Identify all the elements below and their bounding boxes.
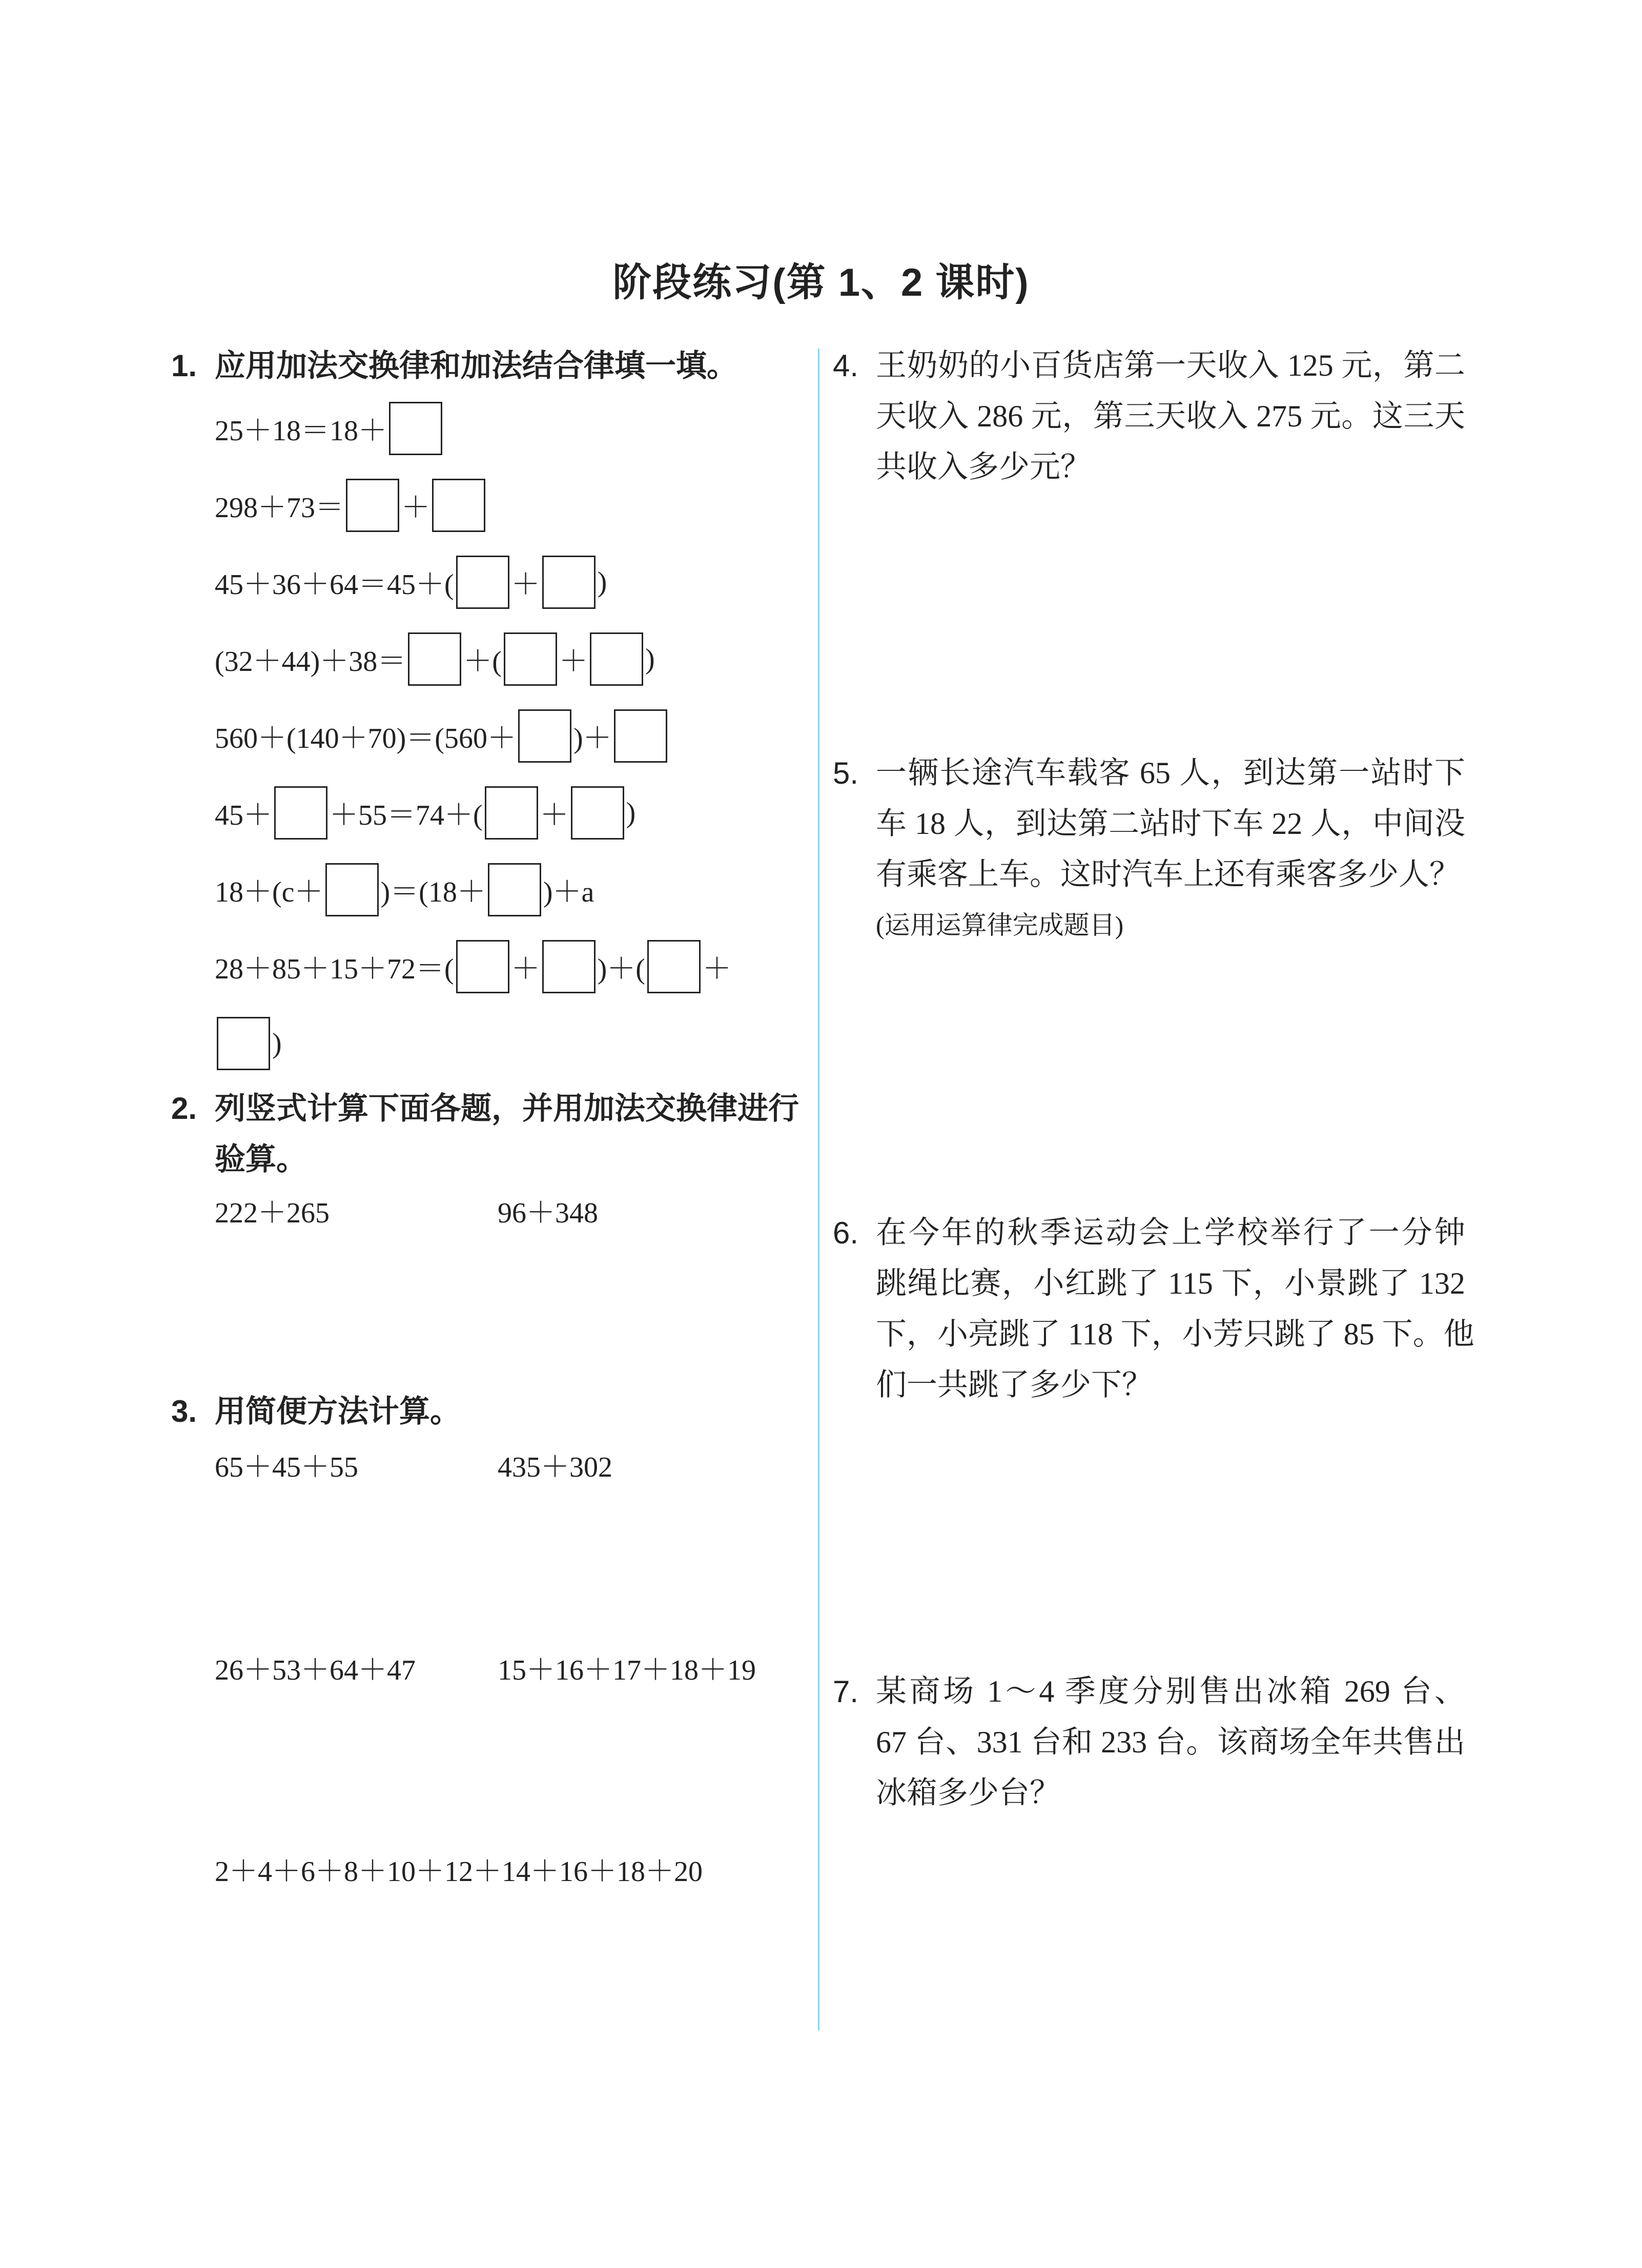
equation-text: ＋ xyxy=(511,568,540,601)
exercise-item: 96＋348 xyxy=(498,1197,598,1229)
equation-text: (32＋44)＋38＝ xyxy=(215,645,406,678)
question-text-line: 车 18 人，到达第二站时下车 22 人，中间没 xyxy=(876,807,1465,841)
column-divider xyxy=(818,349,819,2031)
equation-text: 45＋36＋64＝45＋( xyxy=(215,568,454,601)
equation-text: )＋a xyxy=(543,876,594,908)
equation-text: ＋ xyxy=(702,953,731,985)
question-text xyxy=(876,340,1465,493)
question-note: (运用运算律完成题目) xyxy=(876,911,1124,939)
question-text-line: 下，小亮跳了 118 下，小芳只跳了 85 下。他 xyxy=(876,1317,1474,1351)
answer-box[interactable] xyxy=(518,709,571,763)
equation-text: ＋55＝74＋( xyxy=(330,799,483,831)
equation-row xyxy=(215,939,731,994)
question-text-line: 跳绳比赛，小红跳了 115 下，小景跳了 132 xyxy=(876,1266,1465,1300)
question-text-line: 们一共跳了多少下？ xyxy=(876,1368,1153,1402)
question-number: 2. xyxy=(171,1091,197,1126)
equation-text: 298＋73＝ xyxy=(215,492,344,524)
equation-text: 45＋ xyxy=(215,799,272,831)
question-text xyxy=(876,1208,1474,1411)
equation-text: ＋ xyxy=(540,799,569,831)
question-text-line: 列竖式计算下面各题，并用加法交换律进行 xyxy=(215,1091,799,1126)
equation-text: ＋ xyxy=(401,492,430,524)
exercise-item: 222＋265 xyxy=(215,1197,330,1229)
question-number: 7. xyxy=(833,1674,859,1709)
equation-text: 18＋(c＋ xyxy=(215,876,323,908)
equation-row xyxy=(215,478,487,533)
question-text-line: 验算。 xyxy=(215,1142,307,1176)
answer-box[interactable] xyxy=(647,940,701,993)
equation-text: )＋ xyxy=(573,722,612,754)
question-text: 用简便方法计算。 xyxy=(215,1394,461,1428)
question-text-line: 一辆长途汽车载客 65 人，到达第一站时下 xyxy=(876,756,1465,790)
equation-text: 560＋(140＋70)＝(560＋ xyxy=(215,722,516,754)
answer-box[interactable] xyxy=(325,863,379,916)
exercise-item: 26＋53＋64＋47 xyxy=(215,1654,416,1686)
answer-box[interactable] xyxy=(408,632,461,686)
equation-text: )＋( xyxy=(597,953,645,985)
answer-box[interactable] xyxy=(590,632,643,686)
question-text xyxy=(876,748,1465,951)
question-2-heading xyxy=(171,1083,812,1186)
equation-row xyxy=(215,401,444,456)
exercise-item: 65＋45＋55 xyxy=(215,1452,358,1483)
question-text-line: 有乘客上车。这时汽车上还有乘客多少人？ xyxy=(876,857,1460,891)
equation-row xyxy=(215,1016,282,1071)
equation-row xyxy=(215,555,607,609)
question-number: 3. xyxy=(171,1394,197,1428)
answer-box[interactable] xyxy=(274,786,327,840)
answer-box[interactable] xyxy=(542,940,596,993)
question-number: 6. xyxy=(833,1216,859,1250)
answer-box[interactable] xyxy=(432,479,485,532)
question-text-line: 天收入 286 元，第三天收入 275 元。这三天 xyxy=(876,399,1465,433)
answer-box[interactable] xyxy=(542,556,596,609)
answer-box[interactable] xyxy=(614,709,667,763)
equation-text: ) xyxy=(597,566,607,598)
equation-text: ) xyxy=(645,643,655,675)
equation-text: )＝(18＋ xyxy=(380,876,486,908)
question-text-line: 王奶奶的小百货店第一天收入 125 元，第二 xyxy=(876,349,1465,382)
equation-text: ) xyxy=(272,1027,282,1059)
answer-box[interactable] xyxy=(504,632,557,686)
question-number: 5. xyxy=(833,756,859,790)
equation-row xyxy=(215,631,655,686)
equation-text: ) xyxy=(626,796,636,829)
answer-box[interactable] xyxy=(217,1017,270,1070)
answer-box[interactable] xyxy=(389,402,442,455)
question-text: 应用加法交换律和加法结合律填一填。 xyxy=(215,349,737,383)
equation-text: 28＋85＋15＋72＝( xyxy=(215,953,454,985)
equation-text: ＋ xyxy=(511,953,540,985)
question-text-line: 在今年的秋季运动会上学校举行了一分钟 xyxy=(876,1216,1465,1250)
answer-box[interactable] xyxy=(485,786,538,840)
question-number: 1. xyxy=(171,349,197,383)
equation-row xyxy=(215,862,594,917)
answer-box[interactable] xyxy=(346,479,399,532)
question-number: 4. xyxy=(833,349,859,383)
question-text-line: 冰箱多少台？ xyxy=(876,1776,1060,1810)
equation-text: ＋( xyxy=(463,645,502,678)
equation-row xyxy=(215,708,669,763)
question-text xyxy=(876,1666,1465,1819)
answer-box[interactable] xyxy=(571,786,624,840)
exercise-item: 2＋4＋6＋8＋10＋12＋14＋16＋18＋20 xyxy=(215,1856,703,1888)
answer-box[interactable] xyxy=(488,863,541,916)
answer-box[interactable] xyxy=(456,940,509,993)
equation-text: 25＋18＝18＋ xyxy=(215,415,387,447)
question-text-line: 67 台、331 台和 233 台。该商场全年共售出 xyxy=(876,1725,1465,1759)
equation-row xyxy=(215,785,635,840)
question-text-line: 某商场 1～4 季度分别售出冰箱 269 台、 xyxy=(876,1674,1465,1708)
exercise-item: 435＋302 xyxy=(498,1452,612,1483)
equation-text: ＋ xyxy=(559,645,588,678)
question-text-line: 共收入多少元？ xyxy=(876,450,1091,484)
answer-box[interactable] xyxy=(456,556,509,609)
exercise-item: 15＋16＋17＋18＋19 xyxy=(498,1654,756,1686)
page-title: 阶段练习(第 1、2 课时) xyxy=(612,261,1030,304)
